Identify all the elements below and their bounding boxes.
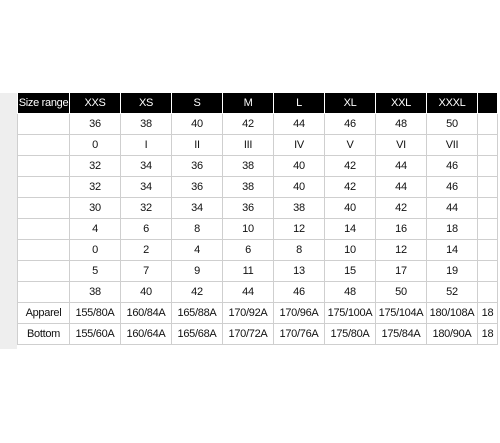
table-cell: 15 [325, 261, 376, 282]
table-cell: 46 [427, 177, 478, 198]
table-row [18, 135, 498, 156]
table-row-apparel [18, 303, 498, 324]
table-cell: 14 [427, 240, 478, 261]
table-cell: 4 [70, 219, 121, 240]
header-cell-clipped [478, 93, 498, 114]
table-cell: 14 [325, 219, 376, 240]
table-cell: III [223, 135, 274, 156]
table-cell: 10 [325, 240, 376, 261]
table-cell [478, 114, 498, 135]
table-cell: 52 [427, 282, 478, 303]
table-cell: 160/64A [121, 324, 172, 345]
table-cell: 34 [172, 198, 223, 219]
table-cell: V [325, 135, 376, 156]
header-cell-l: L [274, 93, 325, 114]
table-cell: 34 [121, 177, 172, 198]
table-row-bottom [18, 324, 498, 345]
table-cell: 32 [121, 198, 172, 219]
table-cell: 36 [172, 156, 223, 177]
table-cell: 5 [70, 261, 121, 282]
table-cell: I [121, 135, 172, 156]
table-cell: 38 [121, 114, 172, 135]
table-cell: 38 [223, 156, 274, 177]
table-row [18, 219, 498, 240]
table-cell [478, 135, 498, 156]
table-cell: 44 [274, 114, 325, 135]
table-cell [478, 156, 498, 177]
table-cell: 0 [70, 240, 121, 261]
table-row [18, 282, 498, 303]
table-cell: 50 [376, 282, 427, 303]
table-cell: 18 [478, 303, 498, 324]
table-row [18, 261, 498, 282]
table-cell [478, 177, 498, 198]
table-cell: 6 [223, 240, 274, 261]
table-row [18, 198, 498, 219]
table-cell: 32 [70, 177, 121, 198]
header-cell-xxs: XXS [70, 93, 121, 114]
table-cell: 40 [274, 156, 325, 177]
table-cell: 42 [325, 177, 376, 198]
table-cell [18, 177, 70, 198]
table-cell: 46 [325, 114, 376, 135]
table-cell: 7 [121, 261, 172, 282]
table-cell: 38 [274, 198, 325, 219]
table-cell: 12 [376, 240, 427, 261]
table-cell: 40 [172, 114, 223, 135]
table-cell: 17 [376, 261, 427, 282]
table-cell [478, 261, 498, 282]
table-cell [478, 282, 498, 303]
table-cell: 34 [121, 156, 172, 177]
table-cell [18, 261, 70, 282]
table-cell: 170/92A [223, 303, 274, 324]
table-cell: 46 [427, 156, 478, 177]
size-chart-table [17, 93, 498, 345]
table-cell: 13 [274, 261, 325, 282]
header-cell-xxxl: XXXL [427, 93, 478, 114]
table-cell: 36 [223, 198, 274, 219]
header-cell-s: S [172, 93, 223, 114]
table-cell: 165/68A [172, 324, 223, 345]
table-cell: 6 [121, 219, 172, 240]
table-cell: 42 [376, 198, 427, 219]
table-cell: 50 [427, 114, 478, 135]
table-cell: 42 [223, 114, 274, 135]
table-cell [18, 135, 70, 156]
table-cell: 32 [70, 156, 121, 177]
table-cell: 44 [427, 198, 478, 219]
table-cell: 4 [172, 240, 223, 261]
table-cell: 38 [70, 282, 121, 303]
header-cell-m: M [223, 93, 274, 114]
table-header-row [18, 93, 498, 114]
table-cell [478, 240, 498, 261]
table-cell: 0 [70, 135, 121, 156]
table-row [18, 177, 498, 198]
table-cell: 44 [376, 156, 427, 177]
table-cell: 8 [172, 219, 223, 240]
header-cell-xxl: XXL [376, 93, 427, 114]
table-row [18, 114, 498, 135]
table-cell: 175/84A [376, 324, 427, 345]
table-cell: 175/100A [325, 303, 376, 324]
table-cell: 48 [325, 282, 376, 303]
table-cell: VII [427, 135, 478, 156]
table-cell: 40 [274, 177, 325, 198]
table-cell: IV [274, 135, 325, 156]
table-cell: 10 [223, 219, 274, 240]
left-panel-edge [0, 93, 17, 349]
table-cell: 18 [427, 219, 478, 240]
table-cell: 175/104A [376, 303, 427, 324]
table-row [18, 156, 498, 177]
table-cell [18, 156, 70, 177]
table-cell [18, 282, 70, 303]
table-cell: 170/96A [274, 303, 325, 324]
table-cell: 8 [274, 240, 325, 261]
table-cell [18, 198, 70, 219]
header-cell-size-range: Size range [18, 93, 70, 114]
row-label-apparel: Apparel [18, 303, 70, 324]
table-cell: 155/60A [70, 324, 121, 345]
table-cell [18, 219, 70, 240]
table-cell: 40 [121, 282, 172, 303]
table-cell: 44 [376, 177, 427, 198]
table-cell: 160/84A [121, 303, 172, 324]
table-cell [478, 219, 498, 240]
table-cell: 36 [172, 177, 223, 198]
table-cell: 16 [376, 219, 427, 240]
table-cell: 40 [325, 198, 376, 219]
table-row [18, 240, 498, 261]
table-cell: 170/76A [274, 324, 325, 345]
table-cell [18, 240, 70, 261]
table-cell: 180/90A [427, 324, 478, 345]
header-cell-xs: XS [121, 93, 172, 114]
table-cell: 155/80A [70, 303, 121, 324]
table-cell: 9 [172, 261, 223, 282]
table-cell: 42 [172, 282, 223, 303]
table-cell: 180/108A [427, 303, 478, 324]
table-cell: 2 [121, 240, 172, 261]
table-cell [478, 198, 498, 219]
header-cell-xl: XL [325, 93, 376, 114]
table-cell: 11 [223, 261, 274, 282]
row-label-bottom: Bottom [18, 324, 70, 345]
table-cell: 48 [376, 114, 427, 135]
table-cell: 18 [478, 324, 498, 345]
table-cell: 175/80A [325, 324, 376, 345]
table-cell: 42 [325, 156, 376, 177]
table-cell: 44 [223, 282, 274, 303]
table-cell: 30 [70, 198, 121, 219]
table-cell: VI [376, 135, 427, 156]
table-cell: 46 [274, 282, 325, 303]
table-cell: 36 [70, 114, 121, 135]
table-cell: 170/72A [223, 324, 274, 345]
table-cell: 12 [274, 219, 325, 240]
table-cell [18, 114, 70, 135]
table-cell: 19 [427, 261, 478, 282]
table-cell: 165/88A [172, 303, 223, 324]
table-cell: 38 [223, 177, 274, 198]
table-cell: II [172, 135, 223, 156]
